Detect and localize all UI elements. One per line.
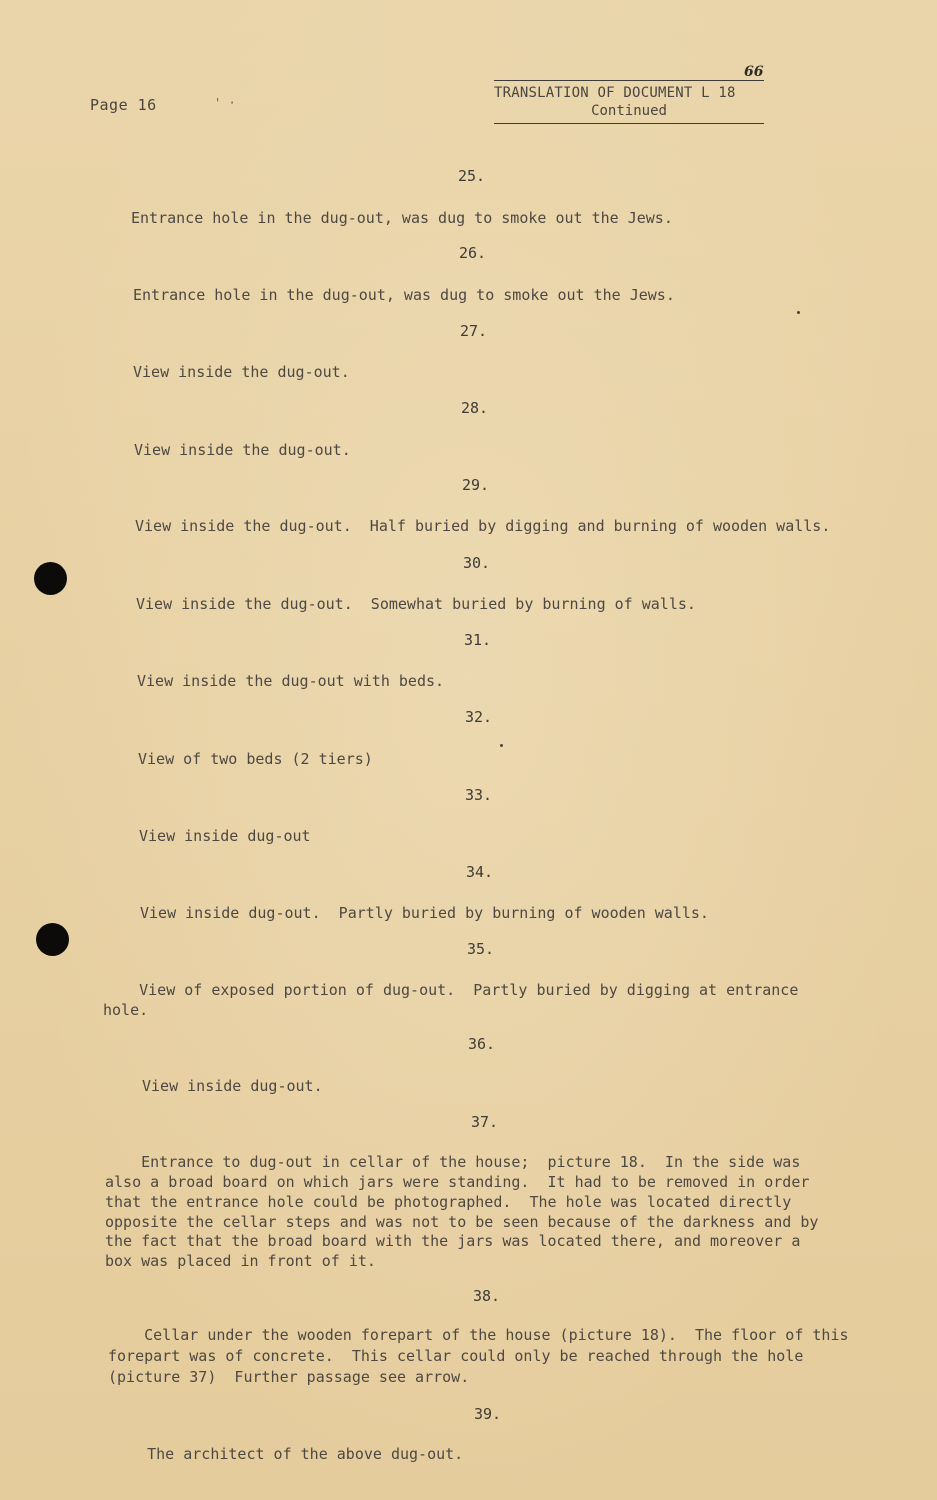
entry-caption: View inside the dug-out. — [134, 441, 351, 459]
entry-caption: View inside the dug-out. — [133, 363, 350, 381]
entry-caption: The architect of the above dug-out. — [111, 1445, 464, 1463]
entry-caption: View inside dug-out — [139, 827, 311, 845]
ink-speck — [500, 744, 503, 747]
entry-number: 39. — [474, 1405, 502, 1423]
entry-number: 28. — [461, 399, 489, 417]
entry-number: 36. — [468, 1035, 496, 1053]
entry-number: 25. — [458, 167, 486, 185]
entry-caption: box was placed in front of it. — [105, 1252, 376, 1270]
entry-caption: View inside the dug-out. Somewhat buried by burning of walls. — [136, 595, 696, 613]
page-label: Page 16 — [90, 96, 157, 114]
entry-caption: View of exposed portion of dug-out. Partly buried by digging at entrance — [103, 981, 799, 999]
entry-number: 31. — [464, 631, 492, 649]
entry-number: 35. — [467, 940, 495, 958]
entry-number: 32. — [465, 708, 493, 726]
entry-number: 37. — [471, 1113, 499, 1131]
document-subtitle: Continued — [591, 103, 667, 119]
punch-hole — [36, 923, 69, 956]
punch-hole — [34, 562, 67, 595]
entry-caption: Entrance to dug-out in cellar of the house; picture 18. In the side was — [105, 1153, 801, 1171]
page-mark: ' · — [214, 96, 236, 110]
entry-caption: Entrance hole in the dug-out, was dug to smoke out the Jews. — [131, 209, 673, 227]
document-title: TRANSLATION OF DOCUMENT L 18 — [494, 85, 736, 101]
entry-caption: also a broad board on which jars were standing. It had to be removed in order — [105, 1173, 810, 1191]
entry-number: 33. — [465, 786, 493, 804]
entry-caption: Entrance hole in the dug-out, was dug to smoke out the Jews. — [133, 286, 675, 304]
entry-number: 34. — [466, 863, 494, 881]
page-number: 66 — [744, 64, 764, 80]
entry-caption: hole. — [103, 1001, 149, 1019]
entry-caption: Cellar under the wooden forepart of the house (picture 18). The floor of this — [108, 1326, 849, 1344]
entry-caption: View inside the dug-out. Half buried by digging and burning of wooden walls. — [135, 517, 831, 535]
entry-caption: View inside the dug-out with beds. — [137, 672, 445, 690]
document-header — [494, 80, 764, 124]
entry-caption: that the entrance hole could be photographed. The hole was located directly — [105, 1193, 792, 1211]
ink-speck — [797, 311, 800, 314]
entry-caption: View inside dug-out. Partly buried by burning of wooden walls. — [140, 904, 709, 922]
entry-number: 27. — [460, 322, 488, 340]
entry-caption: View of two beds (2 tiers) — [138, 750, 373, 768]
entry-caption: forepart was of concrete. This cellar could only be reached through the hole — [108, 1347, 804, 1365]
entry-caption: View inside dug-out. — [142, 1077, 323, 1095]
entry-number: 30. — [463, 554, 491, 572]
entry-number: 38. — [473, 1287, 501, 1305]
entry-caption: the fact that the broad board with the jars was located there, and moreover a — [105, 1232, 801, 1250]
entry-caption: opposite the cellar steps and was not to be seen because of the darkness and by — [105, 1213, 819, 1231]
entry-number: 29. — [462, 476, 490, 494]
entry-number: 26. — [459, 244, 487, 262]
entry-caption: (picture 37) Further passage see arrow. — [108, 1368, 470, 1386]
